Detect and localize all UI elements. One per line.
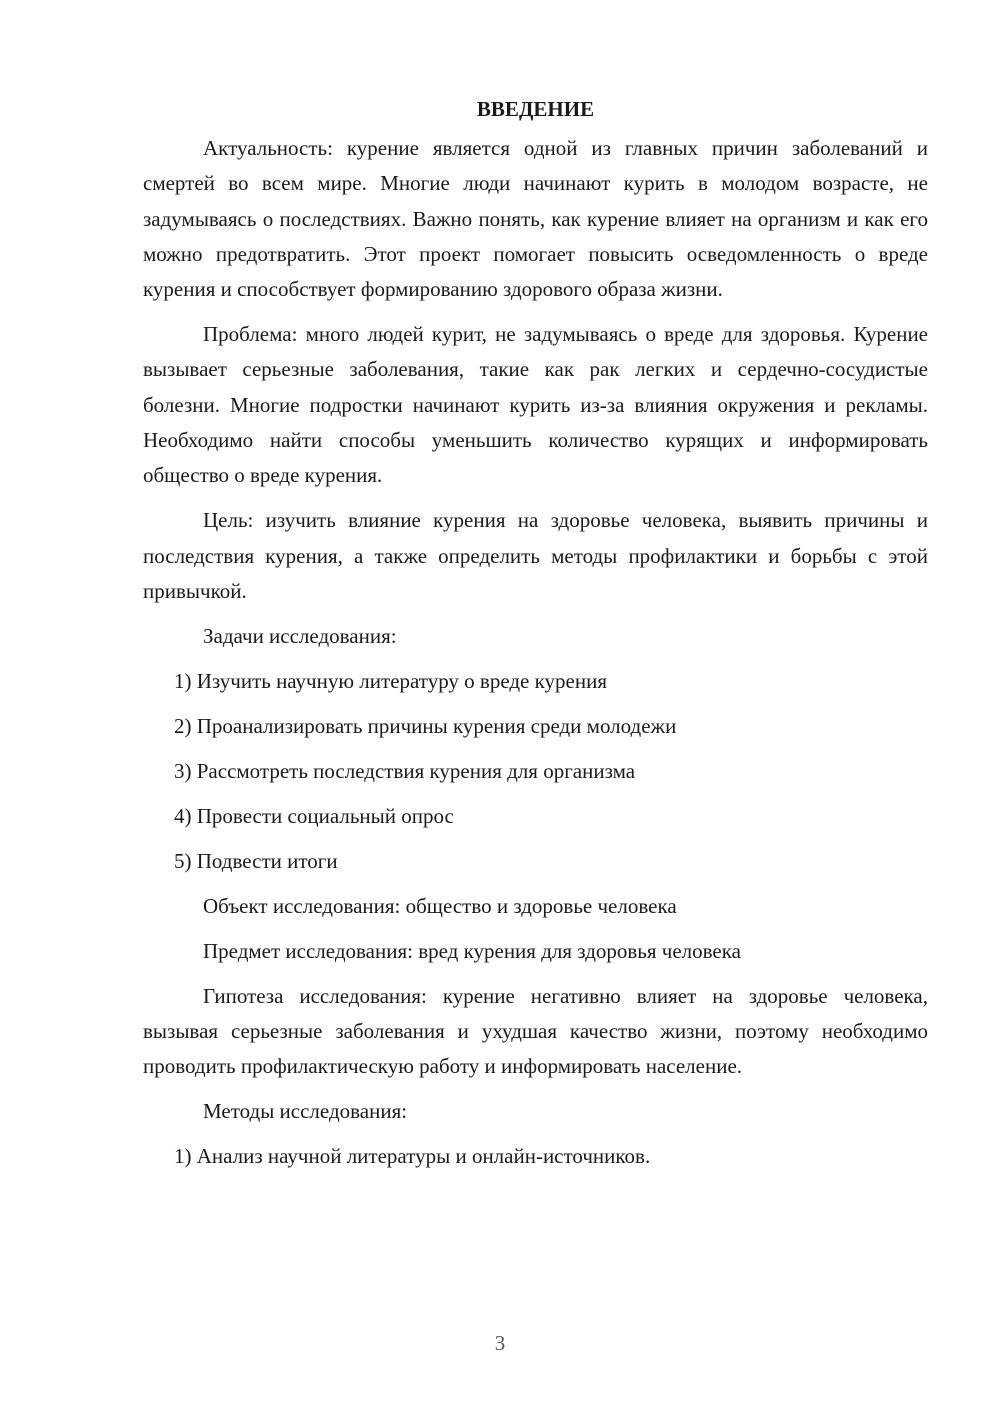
section-title: ВВЕДЕНИЕ: [476, 97, 595, 121]
method-item-1: 1) Анализ научной литературы и онлайн-источников.: [174, 1144, 651, 1169]
goal-paragraph: Цель: изучить влияние курения на здоровье человека, выявить причины и последствия курения, а также определить методы профилактики и борьбы с этой привычкой.: [143, 508, 928, 603]
relevance-paragraph: Актуальность: курение является одной из главных причин заболеваний и смертей во всем мире. Многие люди начинают курить в молодом возрасте, не задумываясь о последствиях. Важно понять, как курение влияет на организм и как его можно предотвратить. Этот проект помогает повысить осведомленность о вреде курения и способствует формированию здорового образа жизни.: [143, 136, 928, 302]
object-paragraph: Объект исследования: общество и здоровье человека: [203, 893, 677, 918]
task-item-5: 5) Подвести итоги: [174, 848, 338, 873]
page-number: 3: [494, 1331, 506, 1355]
task-item-3: 3) Рассмотреть последствия курения для организма: [174, 758, 636, 783]
methods-heading: Методы исследования:: [203, 1099, 408, 1124]
task-item-4: 4) Провести социальный опрос: [174, 803, 454, 828]
problem-paragraph: Проблема: много людей курит, не задумываясь о вреде для здоровья. Курение вызывает серьезные заболевания, такие как рак легких и сердечно-сосудистые болезни. Многие подростки начинают курить из-за влияния окружения и рекламы. Необходимо найти способы уменьшить количество курящих и информировать общество о вреде курения.: [143, 322, 928, 488]
hypothesis-paragraph: Гипотеза исследования: курение негативно влияет на здоровье человека, вызывая серьезные заболевания и ухудшая качество жизни, поэтому необходимо проводить профилактическую работу и информировать население.: [143, 983, 928, 1079]
subject-paragraph: Предмет исследования: вред курения для здоровья человека: [203, 938, 741, 963]
tasks-heading: Задачи исследования:: [203, 623, 397, 648]
task-item-2: 2) Проанализировать причины курения среди молодежи: [174, 713, 677, 738]
document-page: [143, 92, 928, 1184]
task-item-1: 1) Изучить научную литературу о вреде курения: [174, 668, 607, 693]
